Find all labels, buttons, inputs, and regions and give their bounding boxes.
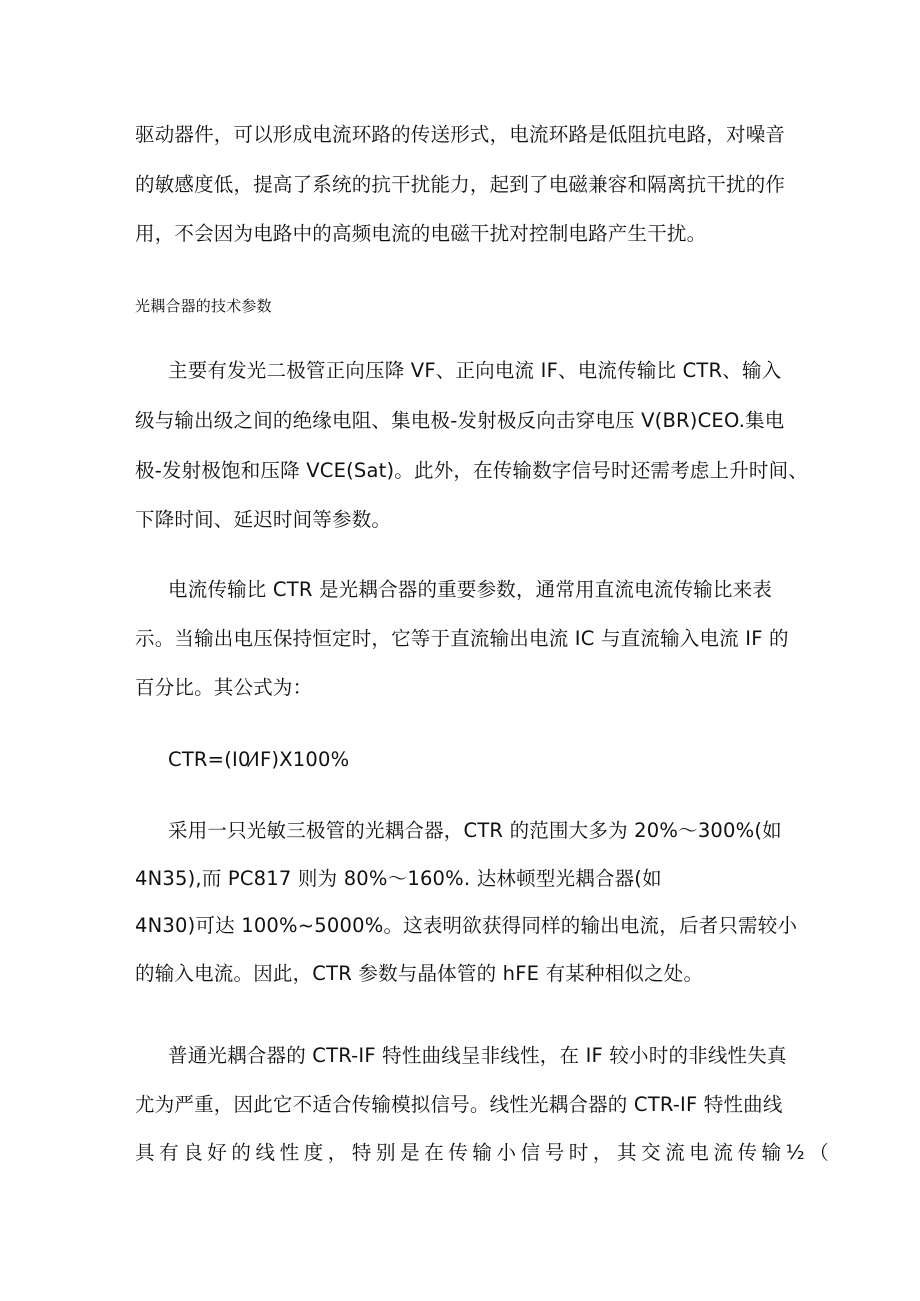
text-line: 采用一只光敏三极管的光耦合器，CTR 的范围大多为 20%～300%(如 bbox=[168, 819, 782, 842]
text-line: 极-发射极饱和压降 VCE(Sat)。此外，在传输数字信号时还需考虑上升时间、 bbox=[135, 459, 808, 482]
text-line: 主要有发光二极管正向压降 VF、正向电流 IF、电流传输比 CTR、输入 bbox=[168, 359, 782, 382]
text-line: 百分比。其公式为： bbox=[135, 676, 313, 699]
text-line: 示。当输出电压保持恒定时，它等于直流输出电流 IC 与直流输入电流 IF 的 bbox=[135, 627, 789, 650]
text-line: 普通光耦合器的 CTR-IF 特性曲线呈非线性，在 IF 较小时的非线性失真 bbox=[168, 1044, 787, 1067]
formula: CTR=(I0⁄IF)X100% bbox=[168, 748, 350, 771]
section-heading: 光耦合器的技术参数 bbox=[135, 297, 272, 315]
text-line: 用，不会因为电路中的高频电流的电磁干扰对控制电路产生干扰。 bbox=[135, 222, 707, 245]
text-line: 尤为严重，因此它不适合传输模拟信号。线性光耦合器的 CTR-IF 特性曲线 bbox=[135, 1093, 783, 1116]
text-line: 级与输出级之间的绝缘电阻、集电极-发射极反向击穿电压 V(BR)CEO.集电 bbox=[135, 409, 785, 432]
text-line: 4N35),而 PC817 则为 80%～160%. 达林顿型光耦合器(如 bbox=[135, 867, 662, 890]
text-line: 下降时间、延迟时间等参数。 bbox=[135, 508, 392, 531]
text-line: 电流传输比 CTR 是光耦合器的重要参数，通常用直流电流传输比来表 bbox=[168, 578, 773, 601]
text-line: 4N30)可达 100%~5000%。这表明欲获得同样的输出电流，后者只需较小 bbox=[135, 914, 798, 937]
text-line: 的敏感度低，提高了系统的抗干扰能力，起到了电磁兼容和隔离抗干扰的作 bbox=[135, 173, 786, 196]
text-line: 驱动器件，可以形成电流环路的传送形式，电流环路是低阻抗电路，对噪音 bbox=[135, 123, 786, 146]
text-line: 的输入电流。因此，CTR 参数与晶体管的 hFE 有某种相似之处。 bbox=[135, 962, 704, 985]
text-line: 具有良好的线性度，特别是在传输小信号时，其交流电流传输½（ bbox=[135, 1141, 834, 1164]
